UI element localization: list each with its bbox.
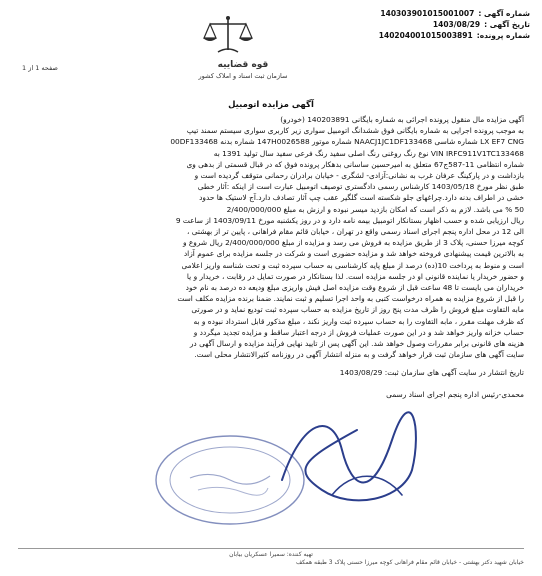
judiciary-emblem-icon xyxy=(198,14,258,58)
body-line: به موجب پرونده اجرایی به شماره بایگانی فوق ششدانگ اتومبیل سواری زیر کاربری سواری سیستم سمند تیپ xyxy=(186,126,524,136)
ad-date: 1403/08/29 xyxy=(432,20,481,29)
footer-address: خیابان شهید دکتر بهشتی - خیابان قائم مقام فراهانی کوچه میرزا حسنی پلاک 3 طبقه همکف xyxy=(295,559,524,566)
ad-date-row xyxy=(320,19,530,30)
judiciary-label: قوه قضاییه xyxy=(217,60,269,70)
signatory-name: محمدی-رئیس اداره پنجم اجرای اسناد رسمی xyxy=(386,390,524,399)
page-number: صفحه 1 از 1 xyxy=(22,64,58,72)
body-line: سایت آگهی های سازمان ثبت قرار خواهد گرفت و به منزله انتشار آگهی در روزنامه کثیرالانتشار محلی است. xyxy=(194,350,524,360)
document-footer xyxy=(18,548,524,566)
body-line: 50 % می باشد. لازم به ذکر است که امکان بازدید میسر نبوده و ارزش به مبلغ 2/400/000/000 xyxy=(226,204,524,214)
signature-icon xyxy=(262,400,432,520)
body-line: بازداشت و در پارکینگ عرفان غرب به نشانی:آزادی- لشگری - خیابان برادران رحمانی متوقف گردیده است و xyxy=(194,171,524,181)
publish-date-line: تاریخ انتشار در سایت آگهی های سازمان ثبت: 1403/08/29 xyxy=(339,368,524,377)
body-line: طبق نظر مورخ 1403/05/18 کارشناس رسمی دادگستری توصیف اتومبیل عبارت است از اینکه :آثار خطی xyxy=(197,182,524,192)
ad-number-row xyxy=(320,8,530,19)
organization-name: سازمان ثبت اسناد و املاک کشور xyxy=(198,72,288,80)
body-line: آگهی مزایده مال منقول پرونده اجرائی به شماره بایگانی 140203891 (خودرو) xyxy=(280,115,524,124)
body-line: خشی در اطراف بدنه دارد.چراغهای جلو شکسته است گلگیر عقب چپ آثار تصادف دارد.آج لاستیک ها حدود xyxy=(199,193,524,203)
organization-header xyxy=(188,60,298,80)
ad-date-label: تاریخ آگهی : xyxy=(484,20,530,29)
case-number: 140204001015003891 xyxy=(378,31,473,40)
body-line: LX EF7 CNG شماره شاسی NAACJ1JC1DF133468 شماره موتور 147H0026588 شماره بدنه 00DF133468 xyxy=(170,137,524,147)
body-line: کوچه میرزا حسنی، پلاک 3 از طریق مزایده به فروش می رسد و مزایده از مبلغ 2/400/000/000 ریال شروع و xyxy=(182,238,524,248)
footer-author: تهیه کننده: سمیرا عسکریان بیابان xyxy=(229,551,313,558)
body-line: و حضور خریدار یا نماینده قانونی او در جلسه مزایده است. لذا بستانکار در صورت تمایل در رقابت ، خریدار و یا xyxy=(186,271,524,281)
body-line: شماره انتظامی 11-587ج67 متعلق به امیرحسین ساسانی بدهکار پرونده فوق که در قبال قسمتی از بدهی وی xyxy=(186,159,524,169)
ad-meta xyxy=(320,8,530,41)
document-title: آگهی مزایده اتومبیل xyxy=(228,100,314,110)
body-line: الی 12 در محل اداره پنجم اجرای اسناد رسمی واقع در تهران ، خیابان قائم مقام فراهانی ، پایین تر از بهشتی ، xyxy=(187,227,524,237)
body-line: به بالاترین قیمت پیشنهادی فروخته خواهد شد و مزایده حضوری است و شرکت در جلسه مزایده برای عموم آزاد xyxy=(183,249,524,259)
body-line: حساب خزانه واریز خواهد شد و در این صورت عملیات فروش از درجه اعتبار ساقط و مزایده تجدید میگردد و xyxy=(193,327,524,337)
body-line: VIN IRFC911V1TC133468 نوع رنگ روغنی رنگ اصلی سفید رنگ فرعی سفید سال تولید 1391 به xyxy=(213,148,524,158)
body-line: را قبل از شروع مزایده به همراه درخواست کتبی به واحد اجرا تسلیم و ثبت نمایند. ضمنا برنده مزایده مکلف است xyxy=(177,294,524,304)
body-line: مابه التفاوت مبلغ فروش را ظرف مدت پنج روز از تاریخ مزایده به حساب سپرده ثبت تودیع نماید و در صورتی xyxy=(191,305,524,315)
body-line: هزینه های قانونی برابر مقررات وصول خواهد شد. این آگهی پس از تایید نهایی فرآیند مزایده و ارسال آگهی در xyxy=(189,339,524,349)
case-number-label: شماره پرونده: xyxy=(476,31,530,40)
auction-notice-body xyxy=(18,114,524,360)
case-number-row xyxy=(320,30,530,41)
body-line: خریداران می بایست تا 48 ساعت قبل از شروع وقت مزایده اصل فیش واریزی مبلغ ودیعه ده درصد به نام خود xyxy=(185,283,524,293)
ad-number-label: شماره آگهی : xyxy=(478,9,530,18)
ad-number: 140303901015001007 xyxy=(380,9,475,18)
body-line: است و منوط به پرداخت 10(ده) درصد از مبلغ پایه کارشناسی به حساب سپرده ثبت و تحت شناسه واریز اعلامی xyxy=(181,260,524,270)
body-line: که ظرف مهلت مقرر ، مابه التفاوت را به حساب سپرده ثبت واریز نکند ، مبلغ مذکور قابل استرداد نبوده و به xyxy=(193,316,524,326)
body-line: ریال ارزیابی شده و حسب اظهار بستانکار اتومبیل بیمه نامه دارد و در روز یکشنبه مورخ 1403/09/11 از ساعت 9 xyxy=(175,215,524,225)
